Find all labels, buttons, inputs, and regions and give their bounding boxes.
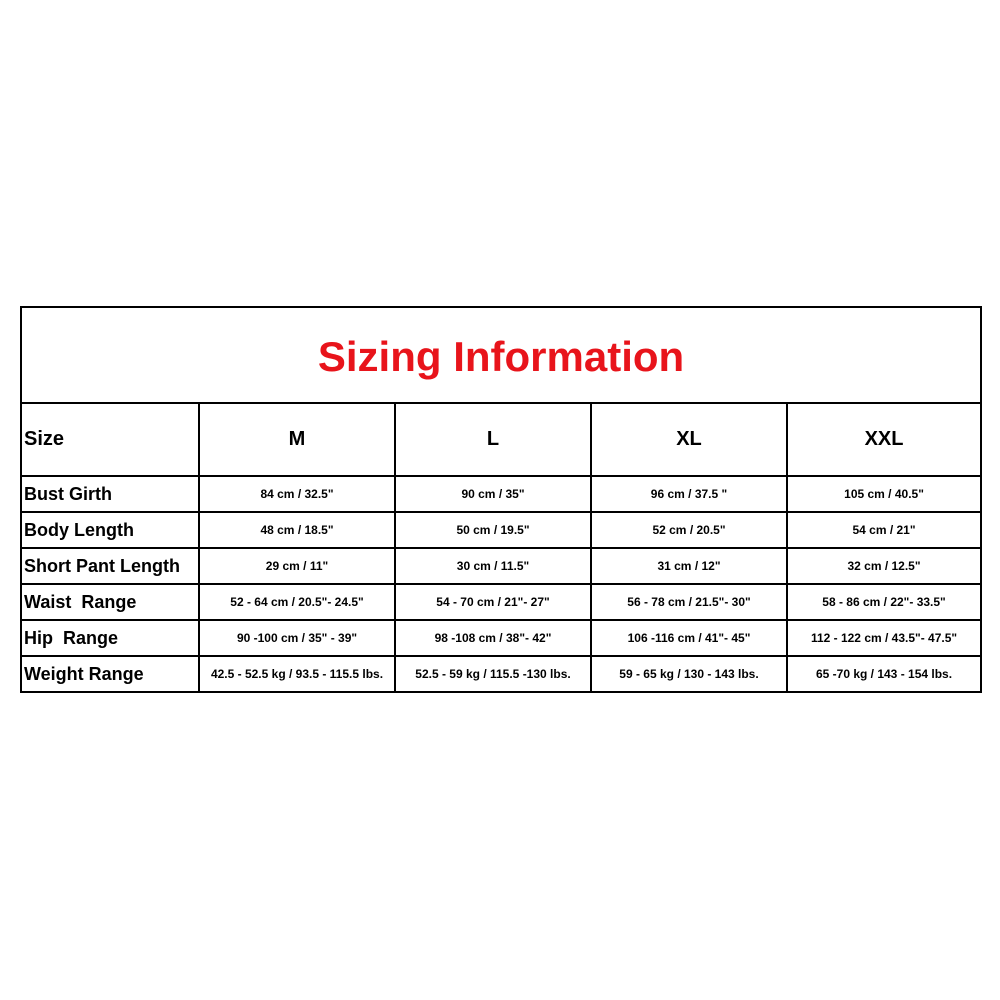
header-size-xxl: XXL — [787, 403, 981, 476]
row-label: Waist Range — [21, 584, 199, 620]
cell-m: 90 -100 cm / 35" - 39" — [199, 620, 395, 656]
title-cell — [21, 307, 981, 403]
table-row-short-pant-length — [21, 548, 981, 584]
row-label: Body Length — [21, 512, 199, 548]
cell-l: 50 cm / 19.5" — [395, 512, 591, 548]
cell-l: 54 - 70 cm / 21"- 27" — [395, 584, 591, 620]
cell-xl: 96 cm / 37.5 " — [591, 476, 787, 512]
cell-xl: 52 cm / 20.5" — [591, 512, 787, 548]
cell-l: 30 cm / 11.5" — [395, 548, 591, 584]
header-size-xl: XL — [591, 403, 787, 476]
cell-xxl: 32 cm / 12.5" — [787, 548, 981, 584]
cell-xl: 106 -116 cm / 41"- 45" — [591, 620, 787, 656]
table-row-bust-girth — [21, 476, 981, 512]
table-row-body-length — [21, 512, 981, 548]
cell-xl: 59 - 65 kg / 130 - 143 lbs. — [591, 656, 787, 692]
header-size-m: M — [199, 403, 395, 476]
cell-m: 29 cm / 11" — [199, 548, 395, 584]
cell-l: 98 -108 cm / 38"- 42" — [395, 620, 591, 656]
row-label: Short Pant Length — [21, 548, 199, 584]
cell-xl: 56 - 78 cm / 21.5"- 30" — [591, 584, 787, 620]
cell-xxl: 54 cm / 21" — [787, 512, 981, 548]
header-size-l: L — [395, 403, 591, 476]
table-row-weight-range — [21, 656, 981, 692]
cell-xxl: 65 -70 kg / 143 - 154 lbs. — [787, 656, 981, 692]
cell-m: 48 cm / 18.5" — [199, 512, 395, 548]
title-row — [21, 307, 981, 403]
header-size-label: Size — [21, 403, 199, 476]
cell-l: 90 cm / 35" — [395, 476, 591, 512]
sizing-table — [20, 306, 982, 693]
cell-xl: 31 cm / 12" — [591, 548, 787, 584]
row-label: Weight Range — [21, 656, 199, 692]
table-row-waist-range — [21, 584, 981, 620]
cell-xxl: 112 - 122 cm / 43.5"- 47.5" — [787, 620, 981, 656]
cell-m: 52 - 64 cm / 20.5"- 24.5" — [199, 584, 395, 620]
table-row-hip-range — [21, 620, 981, 656]
cell-xxl: 58 - 86 cm / 22"- 33.5" — [787, 584, 981, 620]
row-label: Bust Girth — [21, 476, 199, 512]
row-label: Hip Range — [21, 620, 199, 656]
cell-xxl: 105 cm / 40.5" — [787, 476, 981, 512]
cell-m: 42.5 - 52.5 kg / 93.5 - 115.5 lbs. — [199, 656, 395, 692]
header-row — [21, 403, 981, 476]
cell-l: 52.5 - 59 kg / 115.5 -130 lbs. — [395, 656, 591, 692]
table-title: Sizing Information — [317, 333, 685, 380]
cell-m: 84 cm / 32.5" — [199, 476, 395, 512]
